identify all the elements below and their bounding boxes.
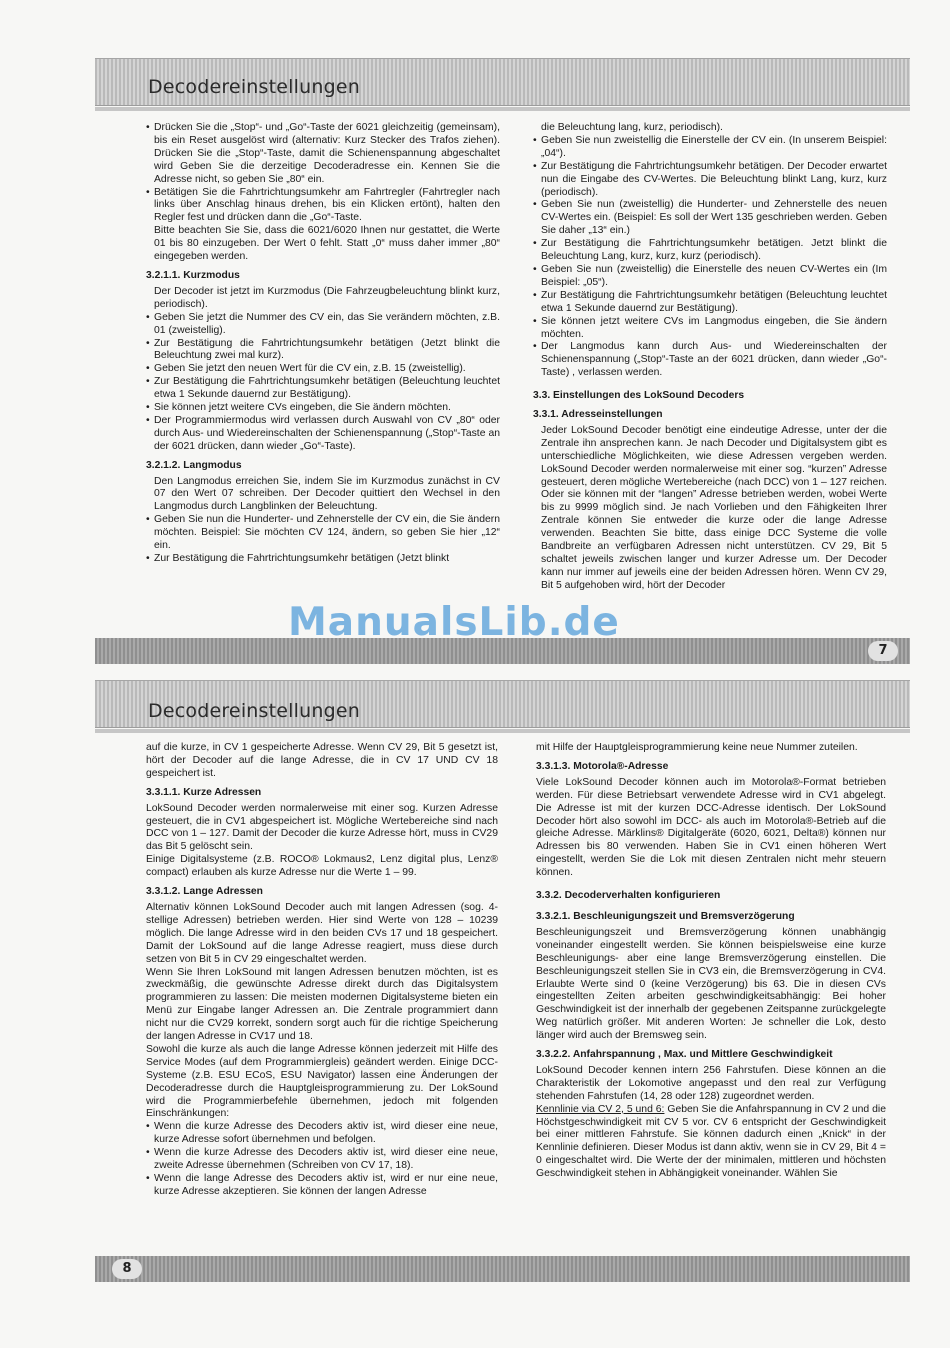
section-heading: 3.3.2. Decoderverhalten konfigurieren — [536, 890, 721, 902]
paragraph: Einige Digitalsysteme (z.B. ROCO® Lokmaus2, Lenz digital plus, Lenz® compact) erlauben als kurze Adresse nur die Werte 1 – 99. — [146, 854, 498, 879]
list-item: • Wenn die kurze Adresse des Decoders aktiv ist, wird dieser eine neue, zweite Adresse übernehmen (Schreiben von CV 17, 18). — [146, 1147, 498, 1173]
list-item: • Geben Sie nun die Hunderter- und Zehnerstelle der CV ein, die Sie ändern möchten. Beispiel: Sie möchten CV 124, ändern, so geben Sie hier „12“ ein. — [146, 514, 500, 553]
list-item: • Geben Sie nun zweistellig die Einerstelle der CV ein. (In unserem Beispiel: „04“). — [533, 135, 887, 161]
paragraph: Sowohl die kurze als auch die lange Adresse können jederzeit mit Hilfe des Service Modes (auf dem Programmiergleis) geändert werden. Einige DCC-Systeme (z.B. ESU ECoS, ESU Navigator) lassen eine Änderungen der Decoderadresse durch die Hauptgleisprogrammierung zu. Der LokSound wird die Programmierbefehle übernehmen, jedoch mit folgenden Einschränkungen: — [146, 1043, 498, 1120]
page-number: 8 — [112, 1259, 142, 1279]
list-item: • Zur Bestätigung die Fahrtrichtungsumkehr betätigen. Der Decoder erwartet nun die Eingabe des CV-Wertes. Die Beleuchtung blinkt Lang, kurz, kurz (periodisch). — [533, 161, 887, 200]
list-item: • Zur Bestätigung die Fahrtrichtungsumkehr betätigen (Jetzt blinkt — [146, 553, 500, 566]
section-heading: 3.3.2.2. Anfahrspannung , Max. und Mittlere Geschwindigkeit — [536, 1049, 833, 1061]
paragraph: auf die kurze, in CV 1 gespeicherte Adresse. Wenn CV 29, Bit 5 gesetzt ist, hört der Decoder auf die lange Adresse, die in CV 17 UND CV 18 gespeichert ist. — [146, 742, 498, 779]
section-heading: 3.3.1.3. Motorola®-Adresse — [536, 760, 669, 772]
watermark: ManualsLib.de — [288, 600, 620, 645]
section-heading: 3.3.1.2. Lange Adressen — [146, 886, 263, 898]
left-column — [146, 742, 498, 1199]
list-item: • Betätigen Sie die Fahrtrichtungsumkehr am Fahrtregler (Fahrtregler nach links über Anschlag hinaus drehen, bis ein Klicken ertönt), halten den Regler fest und drücken dann die „Go“-Taste. — [146, 187, 500, 226]
header-title: Decodereinstellungen — [148, 76, 361, 98]
list-item: • Geben Sie nun (zweistellig) die Einerstelle des neuen CV-Wertes ein (Im Beispiel: „05“). — [533, 264, 887, 290]
paragraph: Beschleunigungszeit und Bremsverzögerung können unabhängig voneinander eingestellt werden. Sie können beispielsweise eine kurze Beschleunigungs- aber eine lange Bremsverzögerung einstellen. Die Beschleunigungszeit stellen Sie in CV3 ein, die Bremsverzögerung in CV4. Erlaubte Werte sind 0 (keine Verzögerung) bis 63. Die in diesen CVs eingestellten Zeiten arbeiten geschwindigkeitsabhängig: Bei hoher Geschwindigkeit ist der innerhalb der gegebenen Zeitspanne zurückgelegte Weg natürlich größer. Mit anderen Worten: Je schneller die Lok, desto länger wird auch der Bremsweg sein. — [536, 926, 886, 1042]
right-column — [533, 122, 887, 593]
paragraph: die Beleuchtung lang, kurz, periodisch). — [541, 122, 723, 133]
paragraph: Alternativ können LokSound Decoder auch mit langen Adressen (sog. 4-stellige Adressen) betrieben werden. Hier sind Werte von 128 – 10239 möglich. Die lange Adresse wird in den beiden CVs 17 und 18 gespeichert. Damit der LokSound auf die lange Adresse reagiert, muss diese durch setzen von Bit 5 in CV 29 eingeschaltet werden. — [146, 901, 498, 965]
list-item: • Zur Bestätigung die Fahrtrichtungsumkehr betätigen (Beleuchtung leuchtet etwa 1 Sekunde dauernd zur Bestätigung). — [146, 376, 500, 402]
footer-band — [95, 1256, 910, 1282]
paragraph: LokSound Decoder kennen intern 256 Fahrstufen. Diese können an die Charakteristik der Lokomotive angepasst und den real zur Verfügung stehenden Fahrstufen (14, 28 oder 128) zugeordnet werden. — [536, 1064, 886, 1102]
paragraph: Den Langmodus erreichen Sie, indem Sie im Kurzmodus zunächst in CV 07 den Wert 07 schreiben. Der Decoder quittiert den Wechsel in den Langmodus durch Langblinken der Beleuchtung. — [154, 475, 500, 513]
list-item: • Zur Bestätigung die Fahrtrichtungsumkehr betätigen (Beleuchtung leuchtet etwa 1 Sekunde dauernd zur Bestätigung). — [533, 290, 887, 316]
paragraph: Viele LokSound Decoder können auch im Motorola®-Format betrieben werden. Für diese Betriebsart verwendete Adresse wird in CV1 abgelegt. Die Adresse ist mit der kurzen DCC-Adresse identisch. Der LokSound Decoder hört also sowohl im DCC- als auch im Motorola®-Betrieb auf die gleiche Adresse. Märklins® Digitalgeräte (6020, 6021, Delta®) können nur Adressen bis 80 verwenden. Haben Sie in CV1 einen höheren Wert eingestellt, werden Sie die Lok mit diesen Zentralen nicht mehr steuern können. — [536, 776, 886, 879]
list-item: • Drücken Sie die „Stop“- und „Go“-Taste der 6021 gleichzeitig (gemeinsam), bis ein Reset ausgelöst wird (alternativ: Kurz Stecker des Trafos ziehen). Drücken Sie die „Stop“-Taste, damit die Schienenspannung abgeschaltet wird Geben Sie die derzeitige Decoderadresse ein. Kennen Sie die Adresse nicht, so geben Sie „80“ ein. — [146, 122, 500, 187]
right-column — [536, 742, 886, 1181]
kennlinie-text: Geben Sie die Anfahrspannung in CV 2 und die Höchstgeschwindigkeit mit CV 5 vor. CV 6 entspricht der Geschwindigkeit bei einer mittleren Fahrstufe. Sie können dadurch einen „Knick“ in der Kennlinie definieren. Dieser Modus ist dann aktiv, wenn sie in CV 29, Bit 4 = 0 eingeschaltet wird. Die Werte der der minimalen, mittleren und höchsten Geschwindigkeit stehen in Abhängigkeit voneinander. Wählen Sie — [536, 1103, 886, 1180]
list-item: • Zur Bestätigung die Fahrtrichtungsumkehr betätigen. Jetzt blinkt die Beleuchtung Lang, kurz, kurz, kurz (periodisch). — [533, 238, 887, 264]
header-title: Decodereinstellungen — [148, 700, 361, 722]
left-column — [146, 122, 500, 566]
paragraph: mit Hilfe der Hauptgleisprogrammierung keine neue Nummer zuteilen. — [536, 742, 858, 753]
section-heading: 3.3.1. Adresseinstellungen — [533, 409, 663, 421]
list-item: • Wenn die lange Adresse des Decoders aktiv ist, wird er nur eine neue, kurze Adresse akzeptieren. Sie können der langen Adresse — [146, 1173, 498, 1199]
paragraph: Der Decoder ist jetzt im Kurzmodus (Die Fahrzeugbeleuchtung blinkt kurz, periodisch). — [154, 285, 500, 310]
list-item: • Geben Sie jetzt die Nummer des CV ein, das Sie verändern möchten, z.B. 01 (zweistellig). — [146, 312, 500, 338]
paragraph: Bitte beachten Sie Sie, dass die 6021/6020 Ihnen nur gestattet, die Werte 01 bis 80 einzugeben. Der Wert 0 fehlt. Statt „0“ muss daher immer „80“ eingegeben werden. — [154, 225, 500, 263]
paragraph — [536, 1104, 886, 1181]
list-item: • Geben Sie nun (zweistellig) die Hunderter- und Zehnerstelle des neuen CV-Wertes ein. (Beispiel: Es soll der Wert 135 geschrieben werden. Geben Sie daher „13“ ein.) — [533, 199, 887, 238]
paragraph: LokSound Decoder werden normalerweise mit einer sog. Kurzen Adresse gesteuert, die in CV1 abgespeichert ist. Mögliche Wertebereiche sind nach DCC von 1 – 127. Damit der Decoder die kurze Adresse hört, muss in CV29 das Bit 5 gelöscht sein. — [146, 802, 498, 853]
kennlinie-label: Kennlinie via CV 2, 5 und 6: — [536, 1103, 665, 1115]
list-item: • Geben Sie jetzt den neuen Wert für die CV ein, z.B. 15 (zweistellig). — [146, 363, 500, 376]
section-heading: 3.2.1.2. Langmodus — [146, 459, 242, 471]
page-number: 7 — [868, 641, 898, 661]
list-item: • Sie können jetzt weitere CVs eingeben, die Sie ändern möchten. — [146, 402, 500, 415]
list-item: • Zur Bestätigung die Fahrtrichtungsumkehr betätigen (Jetzt blinkt die Beleuchtung zwei mal kurz). — [146, 338, 500, 364]
section-heading: 3.3. Einstellungen des LokSound Decoders — [533, 390, 745, 402]
paragraph: Jeder LokSound Decoder benötigt eine eindeutige Adresse, unter der die Zentrale ihn ansprechen kann. Je nach Decoder und Digitalsystem gibt es unterschiedliche Möglichkeiten, wie diese Adressen vergeben werden. LokSound Decoder werden normalerweise mit einer sog. “kurzen” Adresse gesteuert, deren mögliche Wertebereiche (nach DCC) von 1 – 127 reichen. Oder sie können mit der “langen” Adresse betrieben werden, wobei Werte bis zu 9999 möglich sind. Je nach Vorlieben und den Fähigkeiten Ihrer Zentrale können Sie entweder die kurze oder die lange Adresse verwenden. Beachten Sie bitte, dass einige DCC Systeme die volle Bandbreite an verfügbaren Adressen nicht unterstützen. CV 29, Bit 5 schaltet jeweils zwischen langer und kurzer Adresse um. Der Decoder kann nur immer auf jeweils eine der beiden Adressen hören. Wenn CV 29, Bit 5 aufgehoben wird, hört der Decoder — [541, 424, 887, 591]
list-item: • Der Langmodus kann durch Aus- und Wiedereinschalten der Schienenspannung („Stop“-Taste an der 6021 drücken, dann wieder „Go“-Taste) , verlassen werden. — [533, 341, 887, 380]
list-item: • Wenn die kurze Adresse des Decoders aktiv ist, wird dieser eine neue, kurze Adresse sofort übernehmen und befolgen. — [146, 1121, 498, 1147]
list-item: • Der Programmiermodus wird verlassen durch Auswahl von CV „80“ oder durch Aus- und Wiedereinschalten der Schienenspannung („Stop“-Taste an der 6021 drücken, dann wieder „Go“-Taste). — [146, 415, 500, 454]
paragraph: Wenn Sie Ihren LokSound mit langen Adressen benutzen möchten, ist es zweckmäßig, die gewünschte Adresse direkt durch das Digitalsystem programmieren zu lassen: Die meisten modernen Digitalsysteme bieten ein Menü zur Eingabe langer Adressen an. Die Zentrale programmiert dann nicht nur die CV29 korrekt, sondern sorgt auch für die richtige Speicherung der langen Adresse in CV17 und 18. — [146, 966, 498, 1043]
section-heading: 3.3.2.1. Beschleunigungszeit und Bremsverzögerung — [536, 910, 795, 922]
section-heading: 3.2.1.1. Kurzmodus — [146, 269, 240, 281]
page-7 — [0, 0, 950, 670]
section-heading: 3.3.1.1. Kurze Adressen — [146, 786, 262, 798]
list-item: • Sie können jetzt weitere CVs im Langmodus eingeben, die Sie ändern möchten. — [533, 316, 887, 342]
page-8 — [0, 672, 950, 1348]
